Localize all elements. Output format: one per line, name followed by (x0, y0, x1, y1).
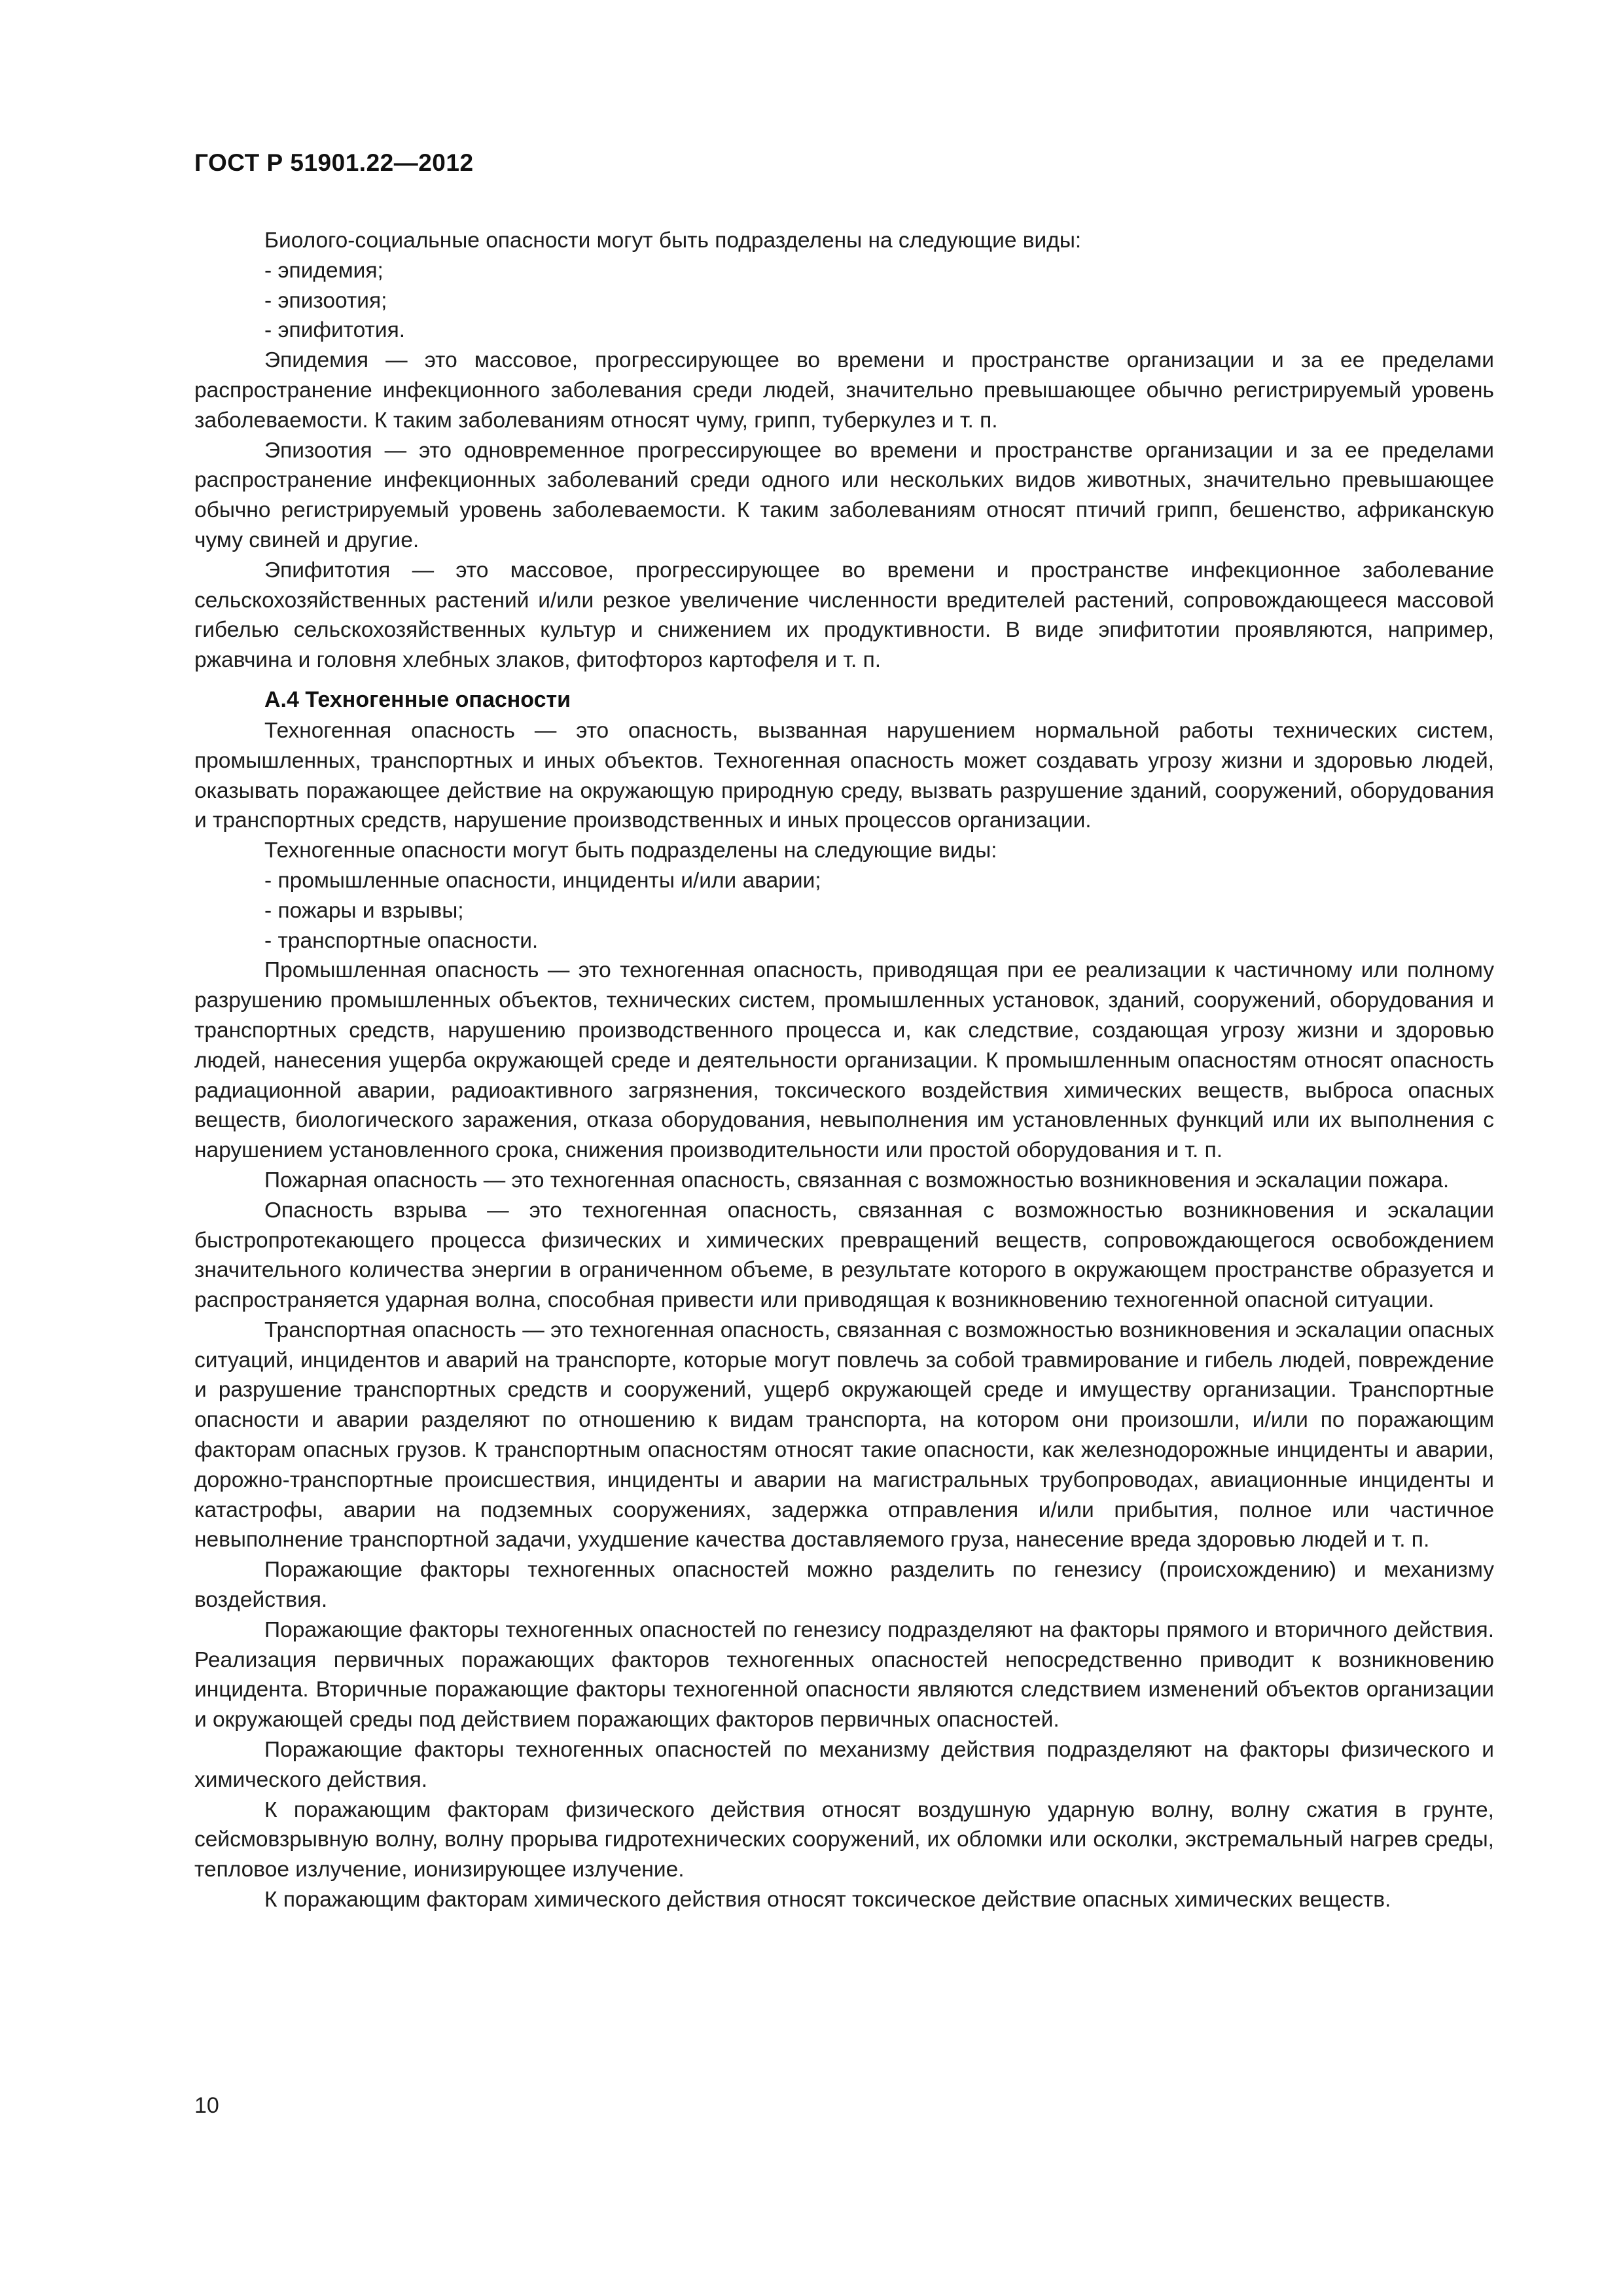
techno-list-item: - транспортные опасности. (264, 928, 539, 953)
physical-factors-paragraph: К поражающим факторам физического действия относят воздушную ударную волну, волну сжатия в грунте, сейсмовзрывную волну, волну прорыва гидротехнических сооружений, их обломки или осколки, экстремальный нагрев среды, тепловое излучение, ионизирующее излучение. (194, 1797, 1494, 1882)
bio-list-item: - эпифитотия. (264, 318, 406, 343)
page-number: 10 (194, 2093, 219, 2118)
epidemic-paragraph: Эпидемия — это массовое, прогрессирующее во времени и пространстве организации и за ее пределами распространение инфекционного заболевания среди людей, значительно превышающее обычно регистрируемый уровень заболеваемости. К таким заболеваниям относят чуму, грипп, туберкулез и т. п. (194, 348, 1494, 433)
chemical-factors-paragraph: К поражающим факторам химического действия относят токсическое действие опасных химических веществ. (264, 1888, 1391, 1912)
mechanism-factors-paragraph: Поражающие факторы техногенных опасностей по механизму действия подразделяют на факторы физического и химического действия. (194, 1738, 1494, 1792)
techno-list-item: - пожары и взрывы; (264, 898, 464, 923)
damage-factors-paragraph: Поражающие факторы техногенных опасностей можно разделить по генезису (происхождению) и механизму воздействия. (194, 1558, 1494, 1613)
techno-list-item: - промышленные опасности, инциденты и/или аварии; (264, 868, 821, 893)
section-heading: А.4 Техногенные опасности (264, 687, 571, 712)
standard-header: ГОСТ Р 51901.22—2012 (194, 149, 474, 176)
document-body (194, 226, 1494, 1915)
techno-definition-paragraph: Техногенная опасность — это опасность, вызванная нарушением нормальной работы технических систем, промышленных, транспортных и иных объектов. Техногенная опасность может создавать угрозу жизни и здоровью людей, оказывать поражающее действие на окружающую природную среду, вызвать разрушение зданий, сооружений, оборудования и транспортных средств, нарушение производственных и иных процессов организации. (194, 718, 1494, 833)
bio-list-item: - эпидемия; (264, 258, 383, 283)
fire-hazard-paragraph: Пожарная опасность — это техногенная опасность, связанная с возможностью возникновения и эскалации пожара. (264, 1168, 1450, 1193)
techno-types-intro: Техногенные опасности могут быть подразделены на следующие виды: (264, 838, 997, 863)
industrial-hazard-paragraph: Промышленная опасность — это техногенная опасность, приводящая при ее реализации к частичному или полному разрушению промышленных объектов, технических систем, промышленных установок, зданий, сооружений, оборудования и транспортных средств, нарушению производственного процесса и, как следствие, создающая угрозу жизни и здоровью людей, нанесения ущерба окружающей среде и деятельности организации. К промышленным опасностям относят опасность радиационной аварии, радиоактивного загрязнения, токсического воздействия химических веществ, выброса опасных веществ, биологического заражения, отказа оборудования, невыполнения им установленных функций или их выполнения с нарушением установленного срока, снижения производительности или простой оборудования и т. п. (194, 958, 1494, 1163)
epiphytotic-paragraph: Эпифитотия — это массовое, прогрессирующее во времени и пространстве инфекционное заболевание сельскохозяйственных растений и/или резкое увеличение численности вредителей растений, сопровождающееся массовой гибелью сельскохозяйственных культур и снижением их продуктивности. В виде эпифитотии проявляются, например, ржавчина и головня хлебных злаков, фитофтороз картофеля и т. п. (194, 558, 1494, 673)
explosion-hazard-paragraph: Опасность взрыва — это техногенная опасность, связанная с возможностью возникновения и эскалации быстропротекающего процесса физических и химических превращений веществ, сопровождающегося освобождением значительного количества энергии в ограниченном объеме, в результате которого в окружающем пространстве образуется и распространяется ударная волна, способная привести или приводящая к возникновению техногенной опасной ситуации. (194, 1198, 1494, 1313)
genesis-factors-paragraph: Поражающие факторы техногенных опасностей по генезису подразделяют на факторы прямого и вторичного действия. Реализация первичных поражающих факторов техногенных опасностей непосредственно приводит к возникновению инцидента. Вторичные поражающие факторы техногенной опасности являются следствием изменений объектов организации и окружающей среды под действием поражающих факторов первичных опасностей. (194, 1617, 1494, 1732)
bio-intro: Биолого-социальные опасности могут быть подразделены на следующие виды: (264, 228, 1082, 253)
epizootic-paragraph: Эпизоотия — это одновременное прогрессирующее во времени и пространстве организации и за ее пределами распространение инфекционных заболеваний среди одного или нескольких видов животных, значительно превышающее обычно регистрируемый уровень заболеваемости. К таким заболеваниям относят птичий грипп, бешенство, африканскую чуму свиней и другие. (194, 438, 1494, 552)
transport-hazard-paragraph: Транспортная опасность — это техногенная опасность, связанная с возможностью возникновения и эскалации опасных ситуаций, инцидентов и аварий на транспорте, которые могут повлечь за собой травмирование и гибель людей, повреждение и разрушение транспортных средств и сооружений, ущерб окружающей среде и имуществу организации. Транспортные опасности и аварии разделяют по отношению к видам транспорта, на котором они произошли, и/или по поражающим факторам опасных грузов. К транспортным опасностям относят такие опасности, как железнодорожные инциденты и аварии, дорожно-транспортные происшествия, инциденты и аварии на магистральных трубопроводах, авиационные инциденты и катастрофы, аварии на подземных сооружениях, задержка отправления и/или прибытия, полное или частичное невыполнение транспортной задачи, ухудшение качества доставляемого груза, нанесение вреда здоровью людей и т. п. (194, 1318, 1494, 1552)
bio-list-item: - эпизоотия; (264, 288, 387, 313)
